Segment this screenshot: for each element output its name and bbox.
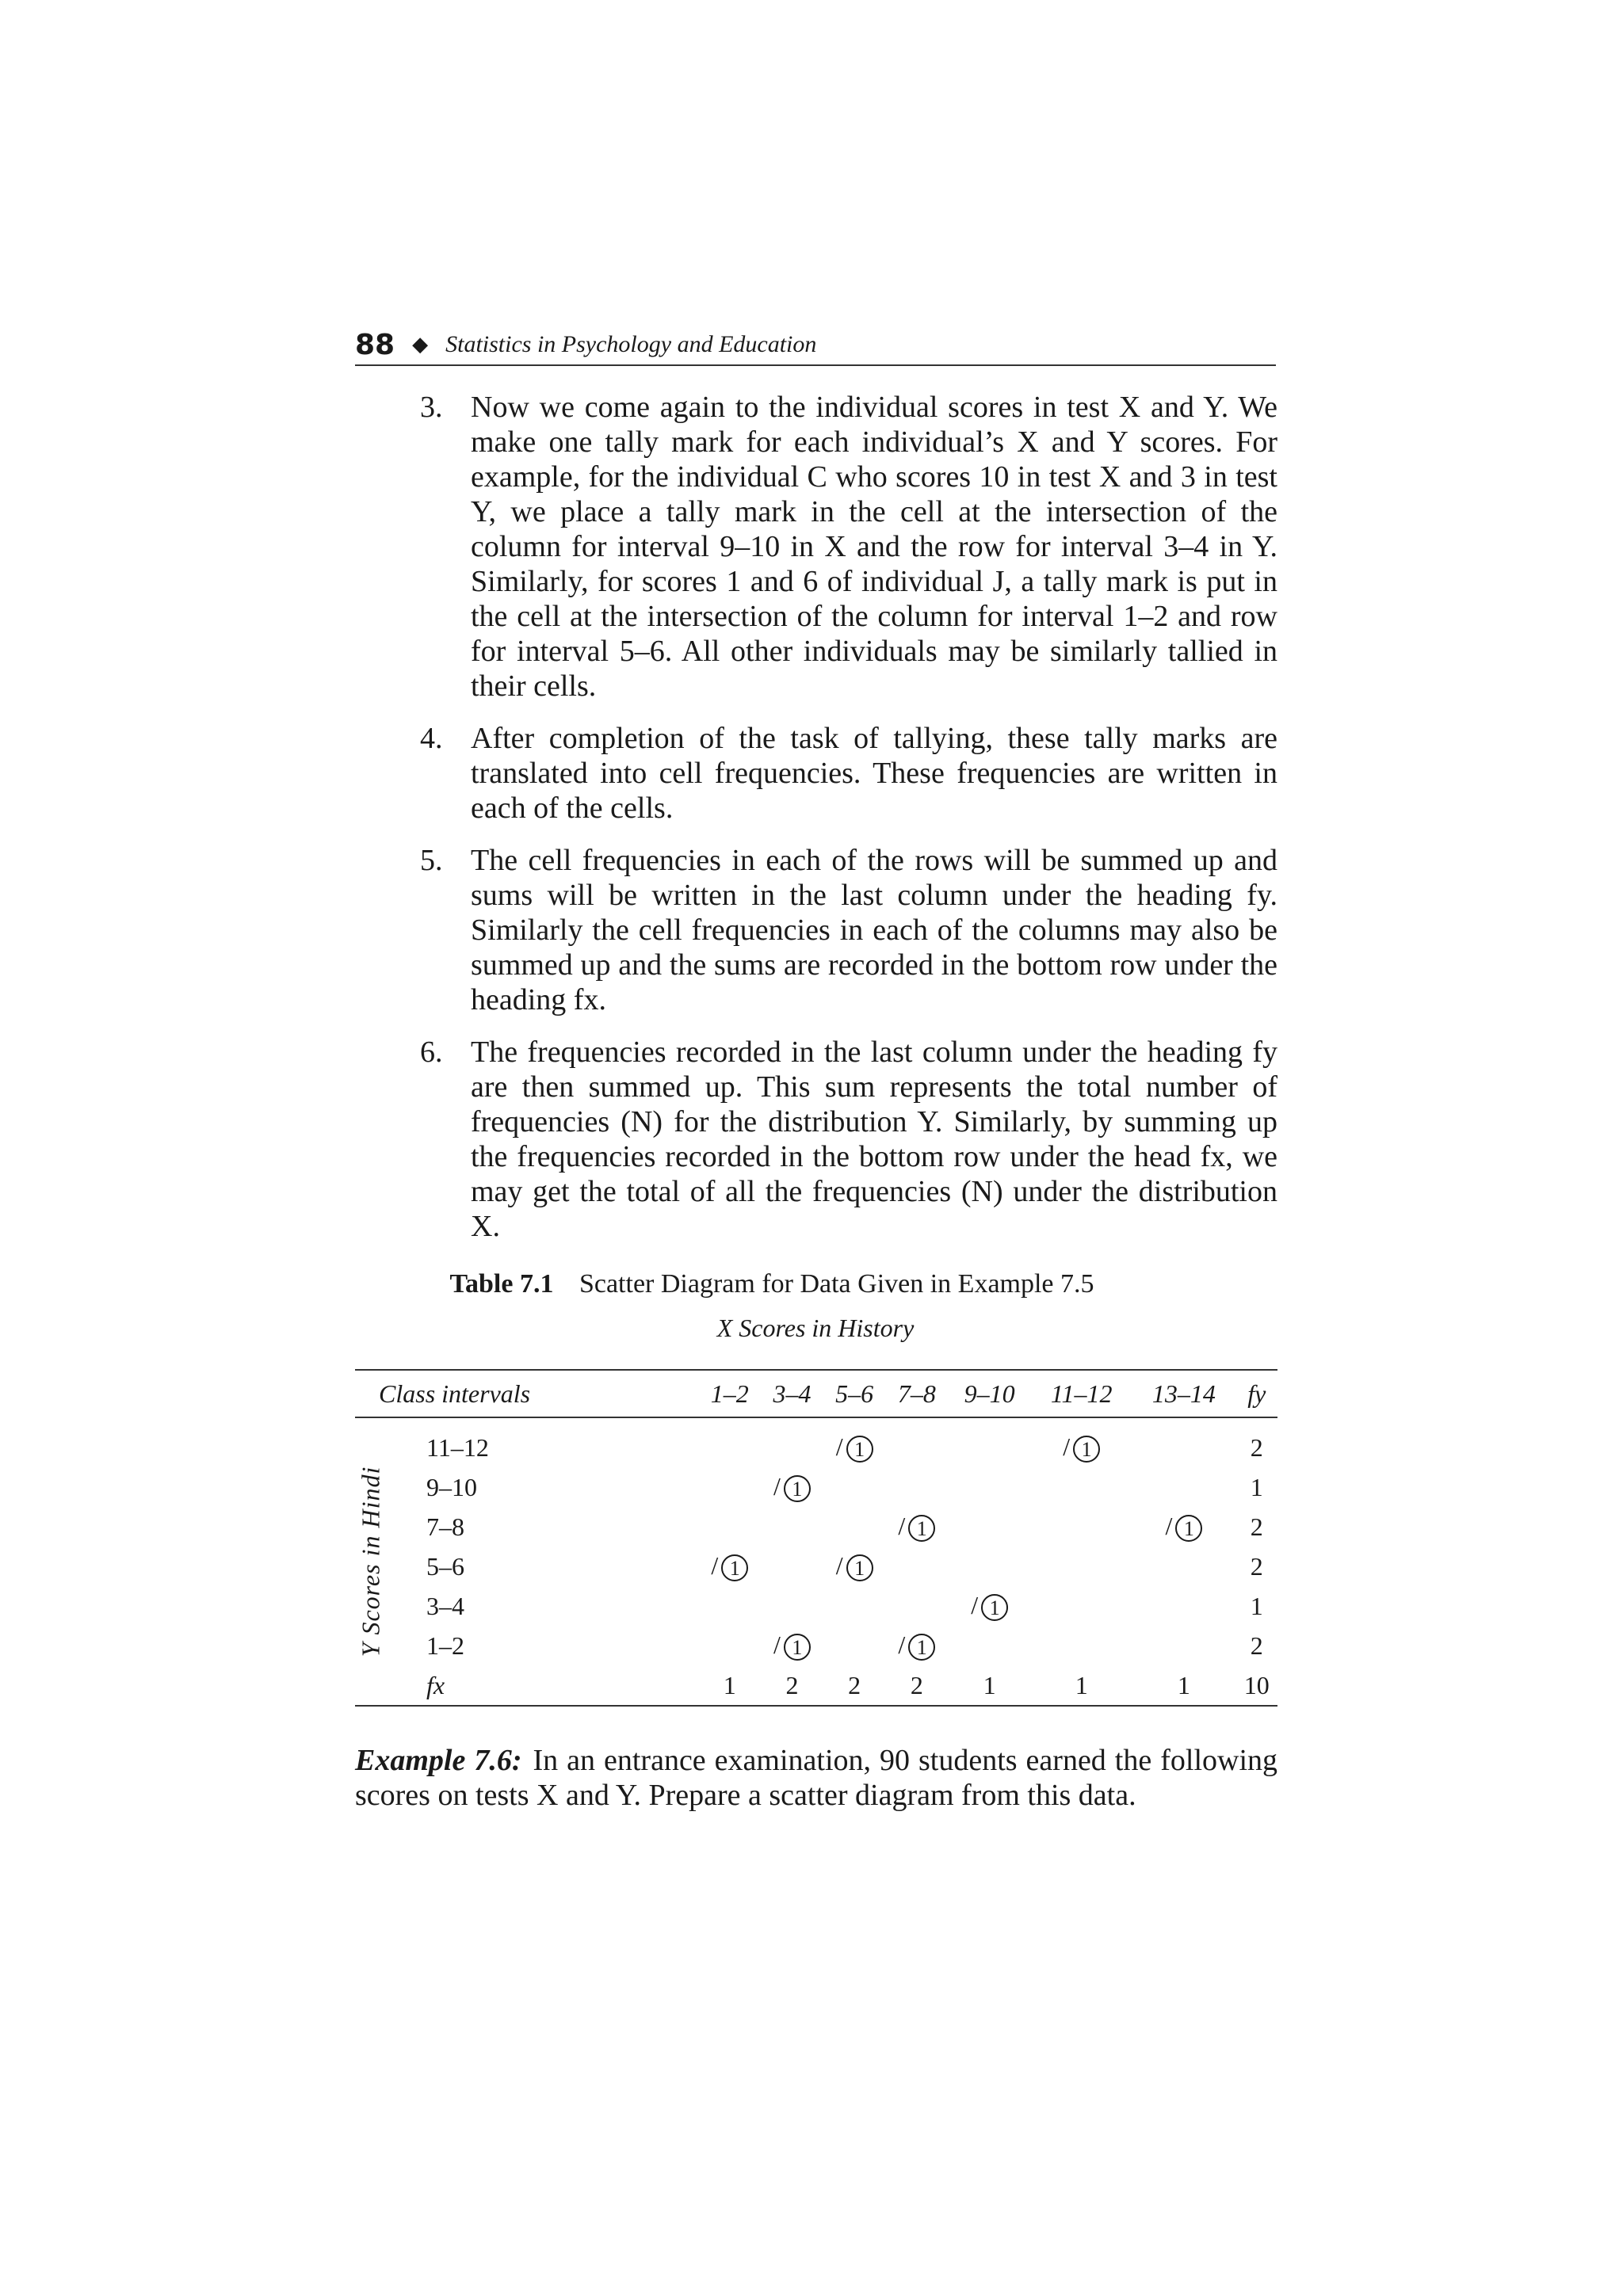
fx-label: fx <box>426 1670 445 1699</box>
frequency-cell <box>1031 1586 1132 1626</box>
row-total-fy: 1 <box>1250 1472 1263 1501</box>
frequency-cell <box>823 1547 886 1586</box>
frequency-cell <box>1132 1547 1235 1586</box>
table-row <box>355 1586 1277 1626</box>
table-caption-text: Scatter Diagram for Data Given in Example 7.5 <box>579 1269 1094 1299</box>
step-text: The frequencies recorded in the last column under the heading fy are then summed up. This sum represents the total number of frequencies (N) for the distribution Y. Similarly, by summing up the frequencies recorded in the bottom row under the head fx, we may get the total of all the frequencies (N) under the distribution X. <box>471 1035 1277 1243</box>
scatter-diagram-table <box>355 1369 1277 1707</box>
table-body <box>355 1417 1277 1706</box>
row-total-fy: 2 <box>1250 1432 1263 1462</box>
frequency-cell <box>761 1417 823 1467</box>
circled-frequency: 1 <box>981 1594 1008 1621</box>
frequency-cell <box>948 1547 1031 1586</box>
circled-frequency: 1 <box>784 1475 811 1502</box>
column-header: fy <box>1247 1379 1266 1408</box>
frequency-cell <box>698 1467 761 1507</box>
y-axis-title: Y Scores in Hindi <box>356 1466 385 1657</box>
frequency-cell <box>823 1626 886 1665</box>
frequency-cell <box>886 1547 949 1586</box>
frequency-cell <box>761 1586 823 1626</box>
row-interval: 3–4 <box>426 1591 464 1620</box>
tally-mark: / <box>971 1590 979 1619</box>
frequency-cell <box>948 1586 1031 1626</box>
row-interval: 5–6 <box>426 1551 464 1581</box>
column-header: 3–4 <box>773 1379 812 1408</box>
step-item <box>420 390 1277 704</box>
frequency-cell <box>823 1467 886 1507</box>
frequency-cell <box>761 1626 823 1665</box>
table-caption <box>355 1269 1276 1299</box>
column-total-fx: 1 <box>983 1670 996 1699</box>
column-total-fx: 1 <box>1075 1670 1088 1699</box>
circled-frequency: 1 <box>1175 1515 1202 1542</box>
tally-mark: / <box>898 1630 906 1659</box>
step-number: 4. <box>420 722 443 755</box>
column-header: 5–6 <box>835 1379 874 1408</box>
diamond-icon: ◆ <box>412 333 429 357</box>
row-total-fy: 1 <box>1250 1591 1263 1620</box>
frequency-cell <box>698 1507 761 1547</box>
circled-frequency: 1 <box>908 1515 935 1542</box>
row-interval: 11–12 <box>426 1432 489 1462</box>
frequency-cell <box>698 1417 761 1467</box>
circled-frequency: 1 <box>721 1554 748 1581</box>
frequency-cell <box>1031 1467 1132 1507</box>
column-header: 11–12 <box>1050 1379 1113 1408</box>
column-header: 9–10 <box>964 1379 1015 1408</box>
frequency-cell <box>1031 1547 1132 1586</box>
frequency-cell <box>1132 1467 1235 1507</box>
table-header-row <box>355 1370 1277 1417</box>
running-header <box>355 325 1276 366</box>
fx-row <box>355 1665 1277 1706</box>
x-axis-title: X Scores in History <box>716 1314 915 1342</box>
table-row <box>355 1547 1277 1586</box>
table-row <box>355 1467 1277 1507</box>
tally-mark: / <box>898 1511 906 1540</box>
frequency-cell <box>761 1467 823 1507</box>
row-interval: 7–8 <box>426 1512 464 1541</box>
frequency-cell <box>886 1467 949 1507</box>
row-interval: 9–10 <box>426 1472 477 1501</box>
tally-mark: / <box>711 1550 719 1580</box>
column-total-fx: 1 <box>1177 1670 1190 1699</box>
table-row <box>355 1417 1277 1467</box>
table-row <box>355 1507 1277 1547</box>
frequency-cell <box>886 1507 949 1547</box>
tally-mark: / <box>1165 1511 1173 1540</box>
frequency-cell <box>1132 1507 1235 1547</box>
tally-mark: / <box>773 1471 781 1501</box>
tally-mark: / <box>835 1550 843 1580</box>
circled-frequency: 1 <box>908 1634 935 1661</box>
column-header: 1–2 <box>710 1379 749 1408</box>
frequency-cell <box>886 1626 949 1665</box>
frequency-cell <box>823 1417 886 1467</box>
procedure-steps <box>420 390 1277 1261</box>
frequency-cell <box>886 1417 949 1467</box>
example-label: Example 7.6: <box>355 1744 522 1777</box>
row-total-fy: 2 <box>1250 1512 1263 1541</box>
step-item <box>420 721 1277 826</box>
frequency-cell <box>1132 1417 1235 1467</box>
book-title: Statistics in Psychology and Education <box>445 331 817 357</box>
frequency-cell <box>886 1586 949 1626</box>
frequency-cell <box>698 1586 761 1626</box>
circled-frequency: 1 <box>846 1554 873 1581</box>
example-text: In an entrance examination, 90 students earned the following scores on tests X and Y. Prepare a scatter diagram from this data. <box>355 1744 1278 1812</box>
example-paragraph <box>355 1743 1277 1813</box>
grand-total-n: 10 <box>1243 1670 1270 1699</box>
step-number: 3. <box>420 391 443 424</box>
column-total-fx: 2 <box>848 1670 861 1699</box>
tally-mark: / <box>1063 1432 1071 1461</box>
frequency-cell <box>948 1507 1031 1547</box>
page-number: 88 <box>355 328 395 361</box>
frequency-cell <box>1132 1626 1235 1665</box>
circled-frequency: 1 <box>1073 1436 1100 1463</box>
column-total-fx: 2 <box>910 1670 923 1699</box>
tally-mark: / <box>773 1630 781 1659</box>
step-text: Now we come again to the individual scores in test X and Y. We make one tally mark for each individual’s X and Y scores. For example, for the individual C who scores 10 in test X and 3 in test Y, we place a tally mark in the cell at the intersection of the column for interval 9–10 in X and the row for interval 3–4 in Y. Similarly, for scores 1 and 6 of individual J, a tally mark is put in the cell at the intersection of the column for interval 1–2 and row for interval 5–6. All other individuals may be similarly tallied in their cells. <box>471 391 1277 703</box>
step-text: After completion of the task of tallying, these tally marks are translated into cell frequencies. These frequencies are written in each of the cells. <box>471 722 1277 825</box>
frequency-cell <box>948 1626 1031 1665</box>
frequency-cell <box>698 1547 761 1586</box>
frequency-cell <box>1031 1417 1132 1467</box>
column-header: 13–14 <box>1151 1379 1216 1408</box>
column-header: 7–8 <box>897 1379 936 1408</box>
circled-frequency: 1 <box>846 1436 873 1463</box>
row-interval: 1–2 <box>426 1630 464 1660</box>
table-row <box>355 1626 1277 1665</box>
tally-mark: / <box>835 1432 843 1461</box>
step-number: 5. <box>420 844 443 877</box>
frequency-cell <box>761 1507 823 1547</box>
frequency-cell <box>1031 1626 1132 1665</box>
step-item <box>420 1035 1277 1244</box>
row-total-fy: 2 <box>1250 1630 1263 1660</box>
step-text: The cell frequencies in each of the rows will be summed up and sums will be written in the last column under the heading fy. Similarly the cell frequencies in each of the columns may also be summed up and the sums are recorded in the bottom row under the heading fx. <box>471 844 1277 1016</box>
frequency-cell <box>948 1467 1031 1507</box>
frequency-cell <box>761 1547 823 1586</box>
header-class-intervals: Class intervals <box>379 1379 531 1408</box>
column-total-fx: 1 <box>723 1670 736 1699</box>
circled-frequency: 1 <box>784 1634 811 1661</box>
frequency-cell <box>1031 1507 1132 1547</box>
step-item <box>420 843 1277 1017</box>
frequency-cell <box>698 1626 761 1665</box>
frequency-cell <box>948 1417 1031 1467</box>
frequency-cell <box>823 1586 886 1626</box>
frequency-cell <box>1132 1586 1235 1626</box>
frequency-cell <box>823 1507 886 1547</box>
column-total-fx: 2 <box>785 1670 799 1699</box>
table-label: Table 7.1 <box>449 1269 554 1299</box>
row-total-fy: 2 <box>1250 1551 1263 1581</box>
step-number: 6. <box>420 1035 443 1069</box>
y-axis-cell <box>355 1417 387 1706</box>
